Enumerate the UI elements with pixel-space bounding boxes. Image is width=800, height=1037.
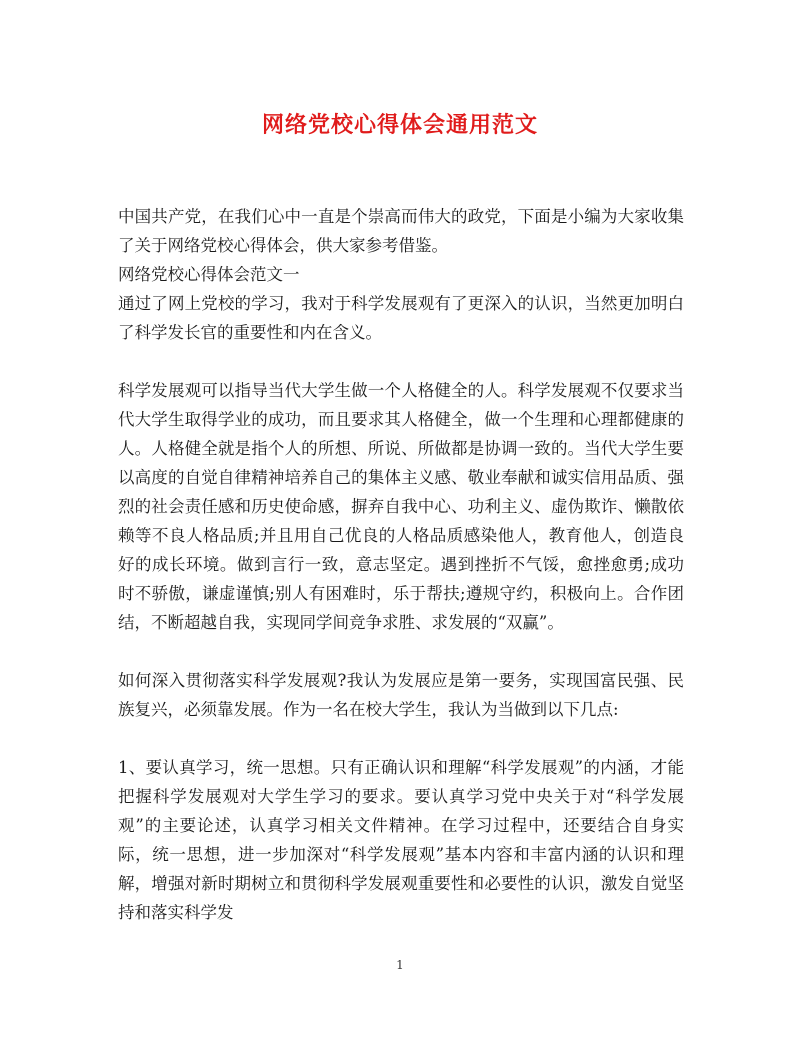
paragraph-spacer: [118, 347, 684, 376]
document-title: 网络党校心得体会通用范文: [261, 112, 538, 138]
intro-paragraph: 中国共产党，在我们心中一直是个崇高而伟大的政党，下面是小编为大家收集了关于网络党校心得体会，供大家参考借鉴。: [118, 207, 684, 255]
paragraph-1: 通过了网上党校的学习，我对于科学发展观有了更深入的认识，当然更加明白了科学发长官的重要性和内在含义。: [118, 294, 684, 342]
paragraph-spacer: [118, 724, 684, 753]
section-heading: 网络党校心得体会范文一: [118, 265, 300, 284]
paragraph-2: 科学发展观可以指导当代大学生做一个人格健全的人。科学发展观不仅要求当代大学生取得学业的成功，而且要求其人格健全，做一个生理和心理都健康的人。人格健全就是指个人的所想、所说、所做都是协调一致的。当代大学生要以高度的自觉自律精神培养自己的集体主义感、敬业奉献和诚实信用品质、强烈的社会责任感和历史使命感，摒弃自我中心、功利主义、虚伪欺诈、懒散依赖等不良人格品质;并且用自己优良的人格品质感染他人，教育他人，创造良好的成长环境。做到言行一致，意志坚定。遇到挫折不气馁，愈挫愈勇;成功时不骄傲，谦虚谨慎;别人有困难时，乐于帮扶;遵规守约，积极向上。合作团结，不断超越自我，实现同学间竞争求胜、求发展的“双赢”。: [118, 381, 684, 632]
document-body: [118, 202, 684, 927]
page-number: 1: [396, 958, 404, 972]
paragraph-4: 1、要认真学习，统一思想。只有正确认识和理解“科学发展观”的内涵，才能把握科学发展观对大学生学习的要求。要认真学习党中央关于对“科学发展观”的主要论述，认真学习相关文件精神。在学习过程中，还要结合自身实际，统一思想，进一步加深对“科学发展观”基本内容和丰富内涵的认识和理解，增强对新时期树立和贯彻科学发展观重要性和必要性的认识，激发自觉坚持和落实科学发: [118, 758, 684, 922]
paragraph-3: 如何深入贯彻落实科学发展观?我认为发展应是第一要务，实现国富民强、民族复兴，必须靠发展。作为一名在校大学生，我认为当做到以下几点:: [118, 671, 684, 719]
paragraph-spacer: [118, 637, 684, 666]
